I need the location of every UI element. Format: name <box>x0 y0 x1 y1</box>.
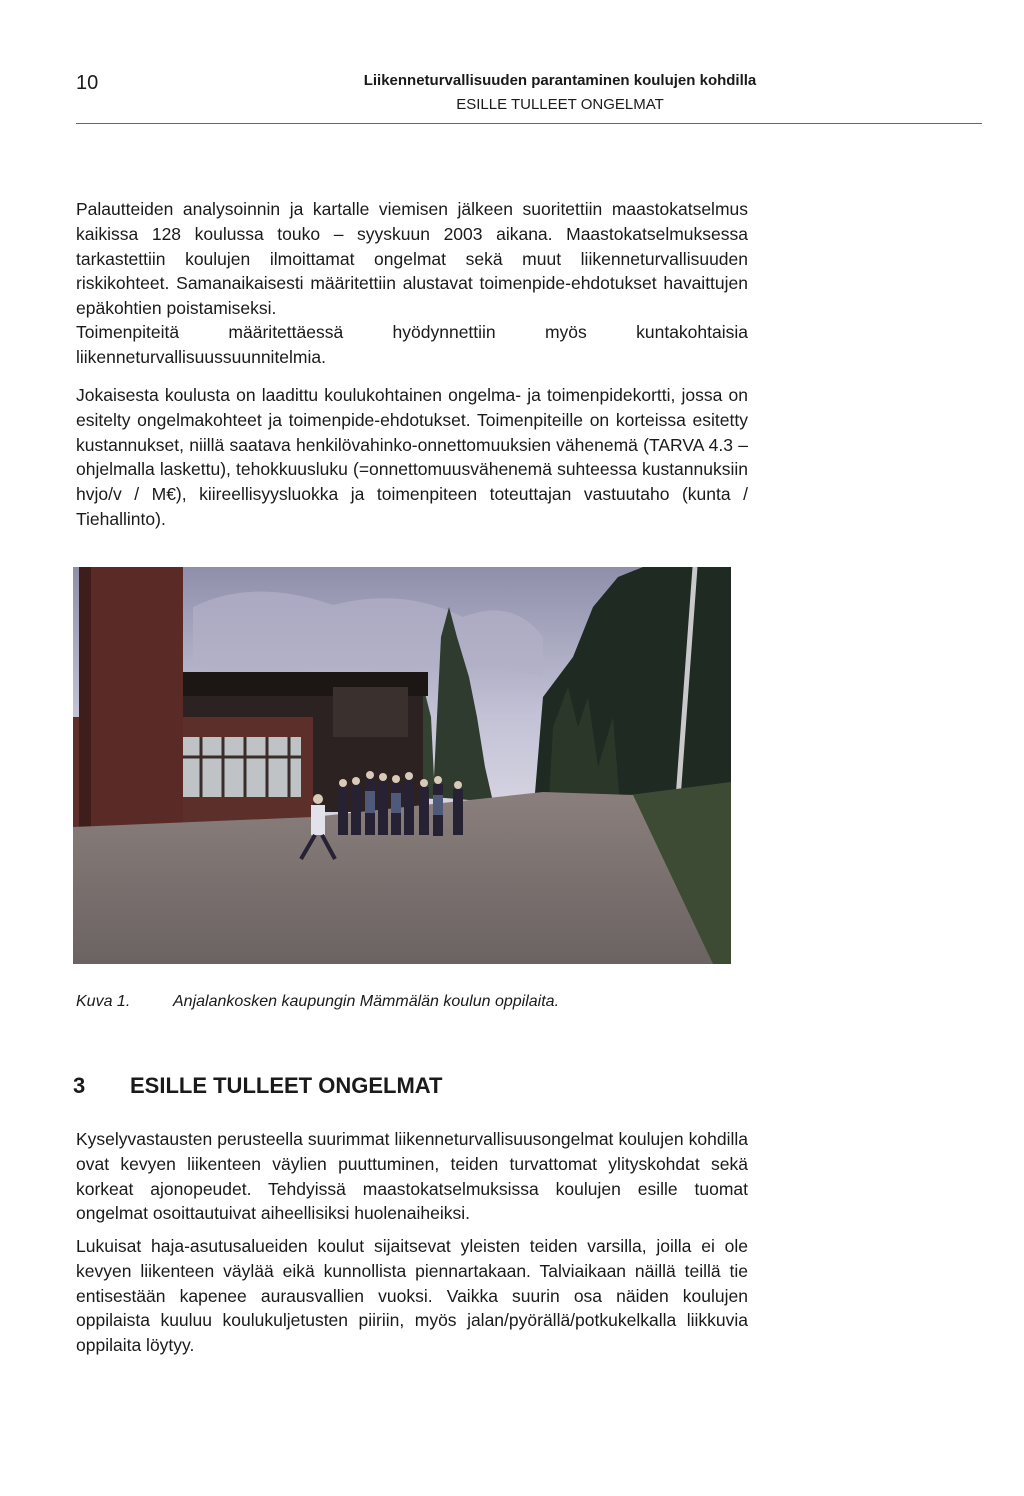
header-rule <box>76 123 982 124</box>
school-photo <box>73 567 731 964</box>
page-number: 10 <box>76 72 99 94</box>
paragraph-field-survey: Palautteiden analysoinnin ja kartalle viemisen jälkeen suoritettiin maastokatselmus kaikissa 128 koulussa touko – syyskuun 2003 aikana. Maastokatselmuksessa tarkastettiin koulujen ilmoittamat ongelmat sekä muut liikenneturvallisuuden riskikohteet. Samanaikaisesti määritettiin alustavat toimenpide-ehdotukset havaittujen epäkohtien poistamiseksi. <box>76 199 748 319</box>
figure-label: Kuva 1. <box>76 993 131 1010</box>
paragraph-survey-results: Kyselyvastausten perusteella suurimmat liikenneturvallisuusongelmat koulujen kohdilla ovat kevyen liikenteen väylien puuttuminen, teiden turvattomat ylityskohdat sekä korkeat ajonopeudet. Tehdyissä maastokatselmuksissa koulujen esille tuomat ongelmat osoittautuivat aiheellisiksi huolenaiheiksi. <box>76 1129 748 1224</box>
paragraph-rural-schools: Lukuisat haja-asutusalueiden koulut sijaitsevat yleisten teiden varsilla, joilla ei ole kevyen liikenteen väylää eikä kunnollista piennartakaan. Talviaikaan näillä teillä tie entisestään kapenee aurausvallien vuoksi. Vaikka suurin osa näiden koulujen oppilaista kuuluu koulukuljetusten piiriin, myös jalan/pyörällä/potkukelkalla liikkuvia oppilaita löytyy. <box>76 1236 748 1356</box>
paragraph-school-cards: Jokaisesta koulusta on laadittu koulukohtainen ongelma- ja toimenpidekortti, jossa on esitelty ongelmakohteet ja toimenpide-ehdotukset. Toimenpiteille on korteissa esitetty kustannukset, niillä saatava henkilövahinko-onnettomuuksien vähenemä (TARVA 4.3 –ohjelmalla laskettu), tehokkuusluku (=onnettomuusvähenemä suhteessa kustannuksiin hvjo/v / M€), kiireellisyysluokka ja toimenpiteen toteuttajan vastuutaho (kunta / Tiehallinto). <box>76 385 748 529</box>
section-title: ESILLE TULLEET ONGELMAT <box>130 1073 443 1098</box>
paragraph-safety-plans: Toimenpiteitä määritettäessä hyödynnettiin myös kuntakohtaisia liikenneturvallisuussuunnitelmia. <box>76 322 748 367</box>
section-heading <box>73 1073 442 1099</box>
figure-caption: Anjalankosken kaupungin Mämmälän koulun oppilaita. <box>173 993 560 1010</box>
running-header-subtitle: ESILLE TULLEET ONGELMAT <box>456 96 664 113</box>
running-header-title: Liikenneturvallisuuden parantaminen koulujen kohdilla <box>363 72 757 89</box>
section-number: 3 <box>73 1073 86 1098</box>
